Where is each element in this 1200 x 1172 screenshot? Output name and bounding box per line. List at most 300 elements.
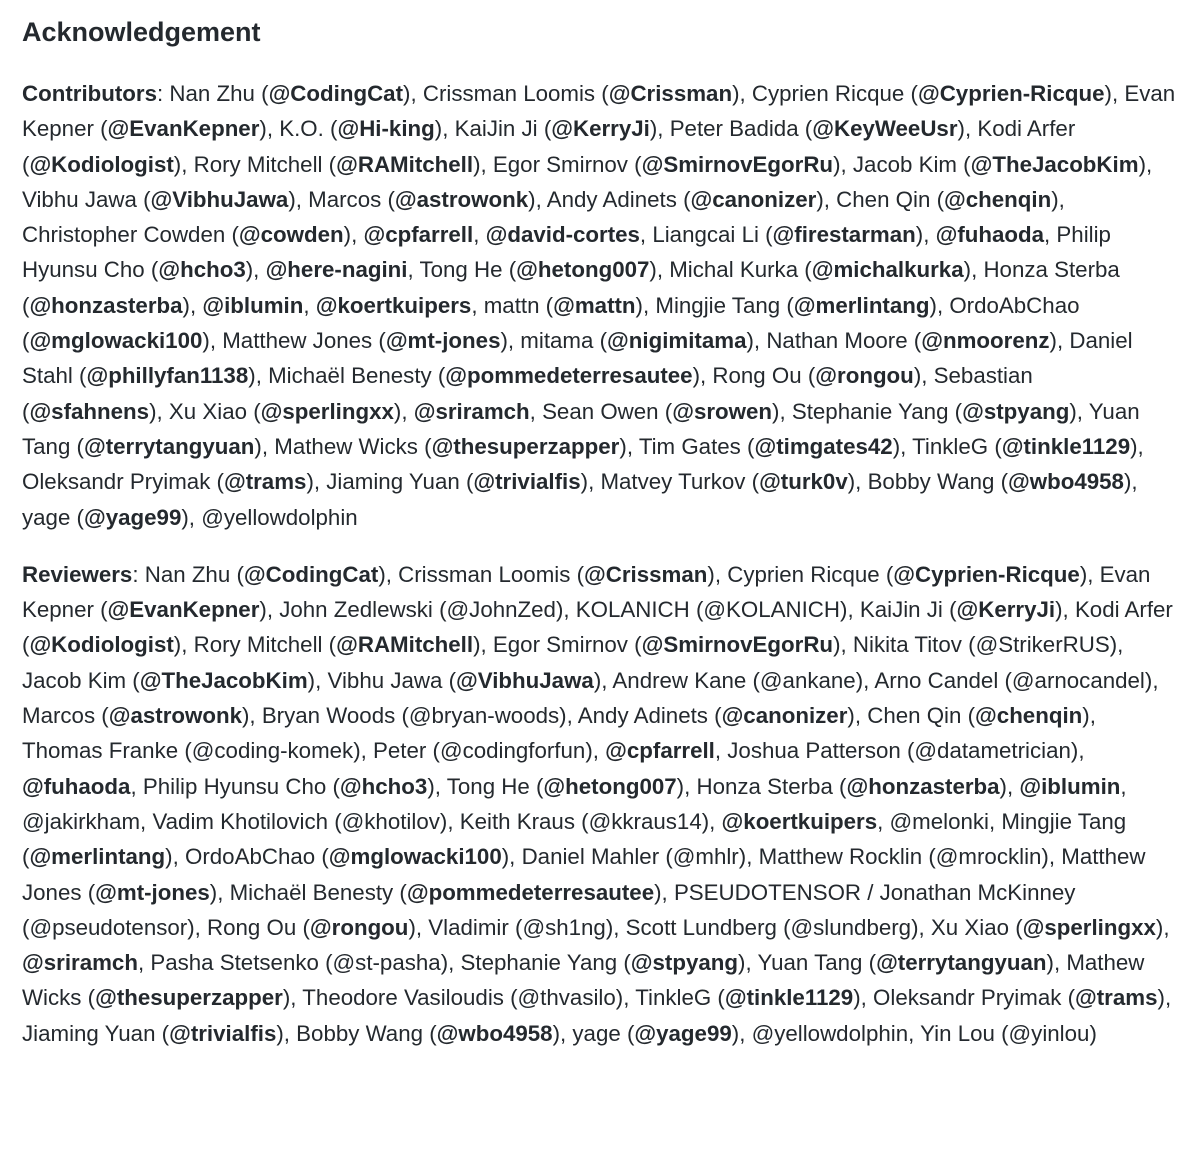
github-handle: @michalkurka [811, 257, 964, 283]
github-handle: @Hi-king [337, 116, 435, 142]
github-handle: @EvanKepner [107, 116, 260, 142]
github-handle: @hetong007 [543, 773, 677, 799]
contributor-entry: Liangcai Li (@firestarman) [652, 222, 924, 248]
person-name: Thomas Franke [22, 738, 179, 764]
reviewer-entry: Bryan Woods (@bryan-woods) [261, 703, 567, 729]
person-name: Evan Kepner [22, 81, 1176, 142]
github-handle: @canonizer [721, 703, 848, 729]
github-handle: @Cyprien-Ricque [893, 561, 1080, 587]
github-handle: @turk0v [759, 469, 848, 495]
reviewers-paragraph: Reviewers: Nan Zhu (@CodingCat), Crissman Loomis (@Crissman), Cyprien Ricque (@Cyprien-Ricque), Evan Kepner (@EvanKepner), John Zedlewski (@JohnZed), KOLANICH (@KOLANICH), KaiJin Ji (@KerryJi), Kodi Arfer (@Kodiologist), Rory Mitchell (@RAMitchell), Egor Smirnov (@SmirnovEgorRu), Nikita Titov (@StrikerRUS), Jacob Kim (@TheJacobKim), Vibhu Jawa (@VibhuJawa), Andrew Kane (@ankane), Arno Candel (@arnocandel), Marcos (@astrowonk), Bryan Woods (@bryan-woods), Andy Adinets (@canonizer), Chen Qin (@chenqin), Thomas Franke (@coding-komek), Peter (@codingforfun), @cpfarrell, Joshua Patterson (@datametrician), @fuhaoda, Philip Hyunsu Cho (@hcho3), Tong He (@hetong007), Honza Sterba (@honzasterba), @iblumin, @jakirkham, Vadim Khotilovich (@khotilov), Keith Kraus (@kkraus14), @koertkuipers, @melonki, Mingjie Tang (@merlintang), OrdoAbChao (@mglowacki100), Daniel Mahler (@mhlr), Matthew Rocklin (@mrocklin), Matthew Jones (@mt-jones), Michaël Benesty (@pommedeterresautee), PSEUDOTENSOR / Jonathan McKinney (@pseudotensor), Rong Ou (@rongou), Vladimir (@sh1ng), Scott Lundberg (@slundberg), Xu Xiao (@sperlingxx), @sriramch, Pasha Stetsenko (@st-pasha), Stephanie Yang (@stpyang), Yuan Tang (@terrytangyuan), Mathew Wicks (@thesuperzapper), Theodore Vasiloudis (@thvasilo), TinkleG (@tinkle1129), Oleksandr Pryimak (@trams), Jiaming Yuan (@trivialfis), Bobby Wang (@wbo4958), yage (@yage99), @yellowdolphin, Yin Lou (@yinlou) [22, 561, 1173, 1046]
github-handle: @here-nagini [265, 257, 408, 283]
github-handle: @chenqin [975, 703, 1083, 729]
github-handle: @coding-komek [191, 738, 354, 764]
person-name: Andrew Kane [612, 667, 747, 693]
github-handle: @melonki [889, 808, 989, 834]
contributor-entry: Andy Adinets (@canonizer) [546, 186, 824, 212]
github-handle: @SmirnovEgorRu [641, 632, 834, 658]
reviewer-entry: Bobby Wang (@wbo4958) [296, 1020, 561, 1046]
github-handle: @astrowonk [394, 186, 529, 212]
github-handle: @trivialfis [473, 469, 581, 495]
github-handle: @cowden [238, 222, 344, 248]
github-handle: @chenqin [944, 186, 1052, 212]
person-name: Crissman Loomis [422, 81, 596, 106]
person-name: Crissman Loomis [398, 561, 571, 587]
github-handle: @astrowonk [108, 703, 242, 729]
github-handle: @sperlingxx [1022, 914, 1156, 940]
person-name: Vibhu Jawa [22, 186, 137, 212]
github-handle: @Kodiologist [29, 151, 174, 177]
github-handle: @ankane [759, 667, 856, 693]
github-handle: @Crissman [584, 561, 708, 587]
reviewer-entry: Egor Smirnov (@SmirnovEgorRu) [492, 632, 841, 658]
github-handle: @Kodiologist [29, 632, 174, 658]
github-handle: @SmirnovEgorRu [641, 151, 834, 177]
reviewer-entry: Yin Lou (@yinlou) [920, 1020, 1097, 1046]
person-name: Honza Sterba [696, 773, 833, 799]
person-name: Jacob Kim [852, 151, 957, 177]
github-handle: @sfahnens [29, 398, 150, 424]
reviewer-entry: Matthew Rocklin (@mrocklin) [758, 844, 1049, 870]
contributor-entry: TinkleG (@tinkle1129) [912, 433, 1138, 459]
reviewer-entry: PSEUDOTENSOR / Jonathan McKinney (@pseudotensor) [22, 879, 1076, 940]
person-name: Yuan Tang [22, 398, 1140, 459]
person-name: Honza Sterba [983, 257, 1120, 283]
person-name: Jiaming Yuan [22, 1020, 156, 1046]
reviewer-entry: Mingjie Tang (@merlintang) [22, 808, 1127, 870]
github-handle: @koertkuipers [721, 808, 878, 834]
github-handle: @tinkle1129 [724, 985, 854, 1011]
person-name: Bryan Woods [261, 703, 396, 729]
github-handle: @EvanKepner [107, 597, 260, 623]
person-name: Andy Adinets [577, 703, 708, 729]
github-handle: @yage99 [634, 1020, 732, 1046]
github-handle: @thvasilo [517, 985, 616, 1011]
github-handle: @hcho3 [339, 773, 428, 799]
github-handle: @arnocandel [1011, 667, 1145, 693]
github-handle: @fuhaoda [935, 222, 1045, 248]
person-name: Nikita Titov [852, 632, 962, 658]
github-handle: @thesuperzapper [431, 433, 620, 459]
contributor-entry: Tim Gates (@timgates42) [638, 433, 901, 459]
github-handle: @sriramch [22, 950, 138, 976]
person-name: Vibhu Jawa [327, 667, 443, 693]
person-name: mattn [483, 292, 540, 318]
github-handle: @honzasterba [846, 773, 1000, 799]
reviewer-entry: Jacob Kim (@TheJacobKim) [22, 667, 316, 693]
github-handle: @mrocklin [935, 844, 1042, 870]
person-name: Sebastian [933, 363, 1033, 389]
person-name: Cyprien Ricque [727, 561, 880, 587]
person-name: KaiJin Ji [454, 116, 538, 142]
person-name: Nan Zhu [169, 81, 255, 106]
github-handle: @mt-jones [385, 328, 501, 354]
person-name: Tong He [419, 257, 503, 283]
github-handle: @Crissman [608, 81, 733, 106]
person-name: Daniel Mahler [521, 844, 660, 870]
github-handle: @khotilov [341, 808, 440, 834]
contributor-entry: Nathan Moore (@nmoorenz) [766, 328, 1057, 354]
person-name: Joshua Patterson [727, 738, 901, 764]
contributor-entry: Oleksandr Pryimak (@trams) [22, 469, 314, 495]
person-name: Andy Adinets [546, 186, 677, 212]
person-name: Xu Xiao [930, 914, 1010, 940]
github-handle: @KerryJi [551, 116, 650, 142]
person-name: Scott Lundberg [625, 914, 777, 940]
reviewer-entry [22, 809, 140, 834]
github-handle: @TheJacobKim [970, 151, 1139, 177]
person-name: Nan Zhu [144, 561, 231, 587]
contributors-label: Contributors [22, 81, 158, 106]
github-handle: @yellowdolphin [751, 1020, 909, 1046]
github-handle: @trivialfis [169, 1020, 277, 1046]
github-handle: @codingforfun [439, 738, 586, 764]
reviewer-entry: Andrew Kane (@ankane) [612, 667, 864, 693]
contributor-entry: K.O. (@Hi-king) [279, 116, 443, 142]
github-handle: @timgates42 [754, 433, 893, 459]
person-name: Stephanie Yang [460, 950, 618, 976]
person-name: Kodi Arfer [1074, 597, 1173, 623]
person-name: Egor Smirnov [492, 632, 628, 658]
reviewer-entry: OrdoAbChao (@mglowacki100) [185, 844, 510, 870]
reviewer-entry: Thomas Franke (@coding-komek) [22, 738, 361, 764]
github-handle: @datametrician [914, 738, 1071, 764]
reviewer-entry: Nan Zhu (@CodingCat) [144, 561, 386, 587]
reviewer-entry: Andy Adinets (@canonizer) [577, 703, 855, 729]
contributor-entry: Philip Hyunsu Cho (@hcho3) [22, 222, 1111, 283]
contributor-entry: Egor Smirnov (@SmirnovEgorRu) [492, 151, 841, 177]
github-handle: @CodingCat [268, 81, 404, 106]
github-handle: @phillyfan1138 [86, 363, 249, 389]
github-handle: @koertkuipers [315, 292, 472, 318]
github-handle: @mglowacki100 [29, 328, 203, 354]
person-name: Jiaming Yuan [326, 469, 460, 495]
reviewer-entry [22, 950, 138, 975]
person-name: Pasha Stetsenko [150, 950, 319, 976]
reviewer-entry: Yuan Tang (@terrytangyuan) [757, 950, 1054, 976]
github-handle: @pommedeterresautee [406, 879, 655, 905]
reviewer-entry: Chen Qin (@chenqin) [867, 703, 1090, 729]
contributor-entry: Rory Mitchell (@RAMitchell) [193, 151, 481, 177]
reviewer-entry: Marcos (@astrowonk) [22, 703, 250, 729]
reviewer-entry [22, 774, 130, 799]
person-name: Marcos [308, 186, 382, 212]
reviewer-entry: Xu Xiao (@sperlingxx) [930, 914, 1164, 940]
reviewer-entry: John Zedlewski (@JohnZed) [279, 597, 564, 623]
reviewer-entry [752, 1021, 909, 1046]
github-handle: @VibhuJawa [150, 186, 289, 212]
reviewer-entry: Jiaming Yuan (@trivialfis) [22, 1020, 284, 1046]
github-handle: @sperlingxx [260, 398, 394, 424]
reviewer-entry: Honza Sterba (@honzasterba) [696, 773, 1007, 799]
person-name: Kodi Arfer [977, 116, 1076, 142]
contributor-entry: Kodi Arfer (@Kodiologist) [22, 116, 1076, 177]
contributor-entry: Matvey Turkov (@turk0v) [600, 469, 856, 495]
github-handle: @canonizer [690, 186, 817, 212]
github-handle: @mglowacki100 [328, 844, 502, 870]
github-handle: @yinlou [1008, 1020, 1090, 1046]
contributor-entry [363, 222, 473, 247]
contributor-entry [486, 222, 640, 247]
person-name: Marcos [22, 703, 96, 729]
reviewer-entry: Rory Mitchell (@RAMitchell) [193, 632, 481, 658]
reviewer-entry: Kodi Arfer (@Kodiologist) [22, 597, 1173, 658]
github-handle: @jakirkham [22, 808, 141, 834]
person-name: Peter [373, 738, 427, 764]
person-name: Vladimir [428, 914, 509, 940]
person-name: Vadim Khotilovich [152, 808, 329, 834]
person-name: Chen Qin [836, 186, 931, 212]
person-name: Michaël Benesty [268, 363, 432, 389]
person-name: Mathew Wicks [274, 433, 418, 459]
github-handle: @mhlr [672, 844, 739, 870]
section-heading: Acknowledgement [22, 17, 261, 47]
contributor-entry [201, 505, 358, 530]
reviewer-entry: Michaël Benesty (@pommedeterresautee) [229, 879, 662, 905]
contributor-entry: Mingjie Tang (@merlintang) [655, 292, 937, 318]
person-name: Nathan Moore [766, 328, 908, 354]
person-name: Arno Candel [874, 667, 999, 693]
reviewer-entry: Vibhu Jawa (@VibhuJawa) [327, 667, 602, 693]
github-handle: @pommedeterresautee [445, 363, 693, 389]
reviewer-entry: Scott Lundberg (@slundberg) [625, 914, 919, 940]
reviewer-entry: Peter (@codingforfun) [373, 738, 593, 764]
person-name: Philip Hyunsu Cho [142, 773, 327, 799]
person-name: OrdoAbChao [185, 844, 316, 870]
person-name: Matthew Rocklin [758, 844, 923, 870]
reviewer-entry: Daniel Mahler (@mhlr) [521, 844, 747, 870]
github-handle: @iblumin [202, 292, 304, 318]
person-name: Philip Hyunsu Cho [22, 222, 1111, 283]
person-name: Rory Mitchell [193, 151, 323, 177]
reviewer-entry: yage (@yage99) [572, 1020, 740, 1046]
github-handle: @thesuperzapper [95, 985, 283, 1011]
github-handle: @wbo4958 [1008, 469, 1124, 495]
contributor-entry: Honza Sterba (@honzasterba) [22, 257, 1120, 318]
reviewer-entry [890, 809, 989, 834]
person-name: Xu Xiao [168, 398, 247, 424]
person-name: KaiJin Ji [859, 597, 943, 623]
contributor-entry: Christopher Cowden (@cowden) [22, 222, 352, 248]
github-handle: @terrytangyuan [876, 950, 1047, 976]
github-handle: @rongou [815, 363, 914, 389]
github-handle: @rongou [309, 914, 409, 940]
reviewer-entry: Philip Hyunsu Cho (@hcho3) [142, 773, 435, 799]
github-handle: @firestarman [772, 222, 916, 248]
github-handle: @TheJacobKim [139, 667, 308, 693]
reviewer-entry: Oleksandr Pryimak (@trams) [873, 985, 1165, 1011]
person-name: John Zedlewski [279, 597, 433, 623]
credits-sections [22, 76, 1178, 1051]
person-name: Bobby Wang [867, 469, 995, 495]
github-handle: @StrikerRUS [975, 632, 1110, 658]
person-name: Oleksandr Pryimak [22, 469, 211, 495]
github-handle: @RAMitchell [336, 151, 474, 177]
contributor-entry: Sebastian (@sfahnens) [22, 363, 1033, 424]
reviewer-entry: Tong He (@hetong007) [446, 773, 685, 799]
contributor-entry: Daniel Stahl (@phillyfan1138) [22, 328, 1133, 389]
github-handle: @bryan-woods [408, 703, 560, 729]
contributors-paragraph: Contributors: Nan Zhu (@CodingCat), Crissman Loomis (@Crissman), Cyprien Ricque (@Cyprien-Ricque), Evan Kepner (@EvanKepner), K.O. (@Hi-king), KaiJin Ji (@KerryJi), Peter Badida (@KeyWeeUsr), Kodi Arfer (@Kodiologist), Rory Mitchell (@RAMitchell), Egor Smirnov (@SmirnovEgorRu), Jacob Kim (@TheJacobKim), Vibhu Jawa (@VibhuJawa), Marcos (@astrowonk), Andy Adinets (@canonizer), Chen Qin (@chenqin), Christopher Cowden (@cowden), @cpfarrell, @david-cortes, Liangcai Li (@firestarman), @fuhaoda, Philip Hyunsu Cho (@hcho3), @here-nagini, Tong He (@hetong007), Michal Kurka (@michalkurka), Honza Sterba (@honzasterba), @iblumin, @koertkuipers, mattn (@mattn), Mingjie Tang (@merlintang), OrdoAbChao (@mglowacki100), Matthew Jones (@mt-jones), mitama (@nigimitama), Nathan Moore (@nmoorenz), Daniel Stahl (@phillyfan1138), Michaël Benesty (@pommedeterresautee), Rong Ou (@rongou), Sebastian (@sfahnens), Xu Xiao (@sperlingxx), @sriramch, Sean Owen (@srowen), Stephanie Yang (@stpyang), Yuan Tang (@terrytangyuan), Mathew Wicks (@thesuperzapper), Tim Gates (@timgates42), TinkleG (@tinkle1129), Oleksandr Pryimak (@trams), Jiaming Yuan (@trivialfis), Matvey Turkov (@turk0v), Bobby Wang (@wbo4958), yage (@yage99), @yellowdolphin [22, 81, 1176, 530]
reviewer-entry: Theodore Vasiloudis (@thvasilo) [302, 985, 624, 1011]
github-handle: @yellowdolphin [201, 504, 358, 530]
contributor-entry: Xu Xiao (@sperlingxx) [168, 398, 402, 424]
person-name: Egor Smirnov [492, 151, 628, 177]
contributor-entry: Chen Qin (@chenqin) [836, 186, 1059, 212]
reviewers-label: Reviewers [22, 561, 133, 587]
contributor-entry [414, 399, 530, 424]
reviewer-entry [722, 809, 878, 834]
reviewer-entry: Arno Candel (@arnocandel) [874, 667, 1153, 693]
contributor-entry: Yuan Tang (@terrytangyuan) [22, 398, 1140, 459]
person-name: Peter Badida [669, 116, 799, 142]
person-name: Yin Lou [920, 1020, 995, 1046]
contributor-entry: Vibhu Jawa (@VibhuJawa) [22, 186, 296, 212]
contributor-entry: Matthew Jones (@mt-jones) [222, 328, 508, 354]
person-name: Rong Ou [712, 363, 802, 389]
person-name: Cyprien Ricque [751, 81, 905, 106]
reviewer-entry: Vladimir (@sh1ng) [428, 914, 614, 940]
contributor-entry [936, 222, 1044, 247]
contributor-entry: Marcos (@astrowonk) [308, 186, 536, 212]
person-name: Stephanie Yang [791, 398, 949, 424]
person-name: Michaël Benesty [229, 879, 394, 905]
reviewer-entry: Joshua Patterson (@datametrician) [727, 738, 1079, 764]
github-handle: @nmoorenz [921, 328, 1050, 354]
reviewer-entry: Nikita Titov (@StrikerRUS) [852, 632, 1118, 658]
github-handle: @CodingCat [243, 561, 379, 587]
contributor-entry: Bobby Wang (@wbo4958) [867, 469, 1132, 495]
reviewer-entry: Stephanie Yang (@stpyang) [460, 950, 746, 976]
person-name: Christopher Cowden [22, 222, 226, 248]
person-name: Tim Gates [638, 433, 741, 459]
reviewer-entry: Cyprien Ricque (@Cyprien-Ricque) [727, 561, 1088, 587]
person-name: OrdoAbChao [949, 292, 1080, 318]
person-name: yage [572, 1020, 621, 1046]
reviewer-entry [1019, 774, 1120, 799]
reviewer-entry: Rong Ou (@rongou) [207, 914, 416, 940]
contributor-entry [266, 257, 408, 282]
github-handle: @david-cortes [485, 222, 640, 248]
contributor-entry: Michal Kurka (@michalkurka) [669, 257, 972, 283]
reviewer-entry: Vadim Khotilovich (@khotilov) [152, 808, 448, 834]
contributor-entry: OrdoAbChao (@mglowacki100) [22, 292, 1080, 354]
reviewer-entry: Pasha Stetsenko (@st-pasha) [150, 950, 449, 976]
reviewer-entry: TinkleG (@tinkle1129) [635, 985, 861, 1011]
contributor-entry: Tong He (@hetong007) [419, 257, 657, 283]
github-handle: @cpfarrell [605, 738, 715, 764]
github-handle: @KOLANICH [703, 597, 841, 623]
github-handle: @sriramch [413, 398, 530, 424]
person-name: TinkleG [912, 433, 989, 459]
github-handle: @VibhuJawa [456, 667, 594, 693]
github-handle: @st-pasha [332, 950, 441, 976]
contributor-entry: Stephanie Yang (@stpyang) [791, 398, 1077, 424]
github-handle: @Cyprien-Ricque [917, 81, 1105, 106]
github-handle: @pseudotensor [29, 914, 188, 940]
contributor-entry: KaiJin Ji (@KerryJi) [454, 116, 658, 142]
person-name: Sean Owen [542, 398, 659, 424]
person-name: Rong Ou [207, 914, 297, 940]
github-handle: @honzasterba [29, 292, 183, 318]
github-handle: @KeyWeeUsr [812, 116, 958, 142]
github-handle: @mattn [553, 292, 636, 318]
person-name: Evan Kepner [22, 561, 1151, 623]
person-name: Theodore Vasiloudis [302, 985, 504, 1011]
person-name: Tong He [446, 773, 530, 799]
github-handle: @sh1ng [522, 914, 606, 940]
contributor-entry: mattn (@mattn) [483, 292, 643, 318]
github-handle: @trams [223, 469, 307, 495]
github-handle: @iblumin [1019, 773, 1121, 799]
person-name: Chen Qin [867, 703, 962, 729]
github-handle: @nigimitama [607, 328, 747, 354]
reviewer-entry: Crissman Loomis (@Crissman) [398, 561, 715, 587]
github-handle: @srowen [672, 398, 773, 424]
contributor-entry: Jacob Kim (@TheJacobKim) [852, 151, 1146, 177]
github-handle: @kkraus14 [588, 808, 702, 834]
contributor-entry: Rong Ou (@rongou) [712, 363, 922, 389]
github-handle: @KerryJi [956, 597, 1056, 623]
github-handle: @cpfarrell [363, 222, 474, 248]
contributor-entry: Jiaming Yuan (@trivialfis) [326, 469, 589, 495]
contributor-entry: Sean Owen (@srowen) [542, 398, 780, 424]
person-name: Mathew Wicks [22, 950, 1145, 1011]
person-name: Bobby Wang [296, 1020, 424, 1046]
github-handle: @fuhaoda [22, 773, 131, 799]
reviewer-entry: Matthew Jones (@mt-jones) [22, 844, 1146, 905]
contributor-entry: Crissman Loomis (@Crissman) [422, 81, 740, 106]
person-name: Matthew Jones [222, 328, 373, 354]
github-handle: @slundberg [790, 914, 912, 940]
person-name: yage [22, 504, 71, 530]
person-name: Daniel Stahl [22, 328, 1133, 389]
person-name: Matvey Turkov [600, 469, 746, 495]
github-handle: @trams [1075, 985, 1158, 1011]
contributor-entry [202, 293, 303, 318]
reviewer-entry: Keith Kraus (@kkraus14) [459, 808, 710, 834]
contributor-entry: Mathew Wicks (@thesuperzapper) [274, 433, 627, 459]
contributor-entry: Cyprien Ricque (@Cyprien-Ricque) [751, 81, 1112, 106]
github-handle: @merlintang [793, 292, 930, 318]
reviewer-entry: KaiJin Ji (@KerryJi) [859, 597, 1063, 623]
reviewer-entry: Evan Kepner (@EvanKepner) [22, 561, 1151, 623]
github-handle: @yage99 [83, 504, 182, 530]
person-name: mitama [520, 328, 594, 354]
person-name: Michal Kurka [669, 257, 799, 283]
person-name: Oleksandr Pryimak [873, 985, 1062, 1011]
contributor-entry: Evan Kepner (@EvanKepner) [22, 81, 1176, 142]
person-name: Rory Mitchell [193, 632, 323, 658]
github-handle: @tinkle1129 [1001, 433, 1131, 459]
person-name: TinkleG [635, 985, 712, 1011]
reviewer-entry: KOLANICH (@KOLANICH) [575, 597, 848, 623]
person-name: Jacob Kim [22, 667, 127, 693]
person-name: K.O. [279, 116, 324, 142]
person-name: KOLANICH [575, 597, 690, 623]
github-handle: @JohnZed [446, 597, 556, 623]
github-handle: @wbo4958 [436, 1020, 553, 1046]
person-name: Yuan Tang [757, 950, 863, 976]
github-handle: @merlintang [29, 844, 166, 870]
contributor-entry: Michaël Benesty (@pommedeterresautee) [268, 363, 701, 389]
person-name: PSEUDOTENSOR / Jonathan McKinney [673, 879, 1076, 905]
person-name: Matthew Jones [22, 844, 1146, 905]
contributor-entry [316, 293, 472, 318]
github-handle: @stpyang [630, 950, 739, 976]
github-handle: @stpyang [962, 398, 1070, 424]
person-name: Mingjie Tang [655, 292, 781, 318]
